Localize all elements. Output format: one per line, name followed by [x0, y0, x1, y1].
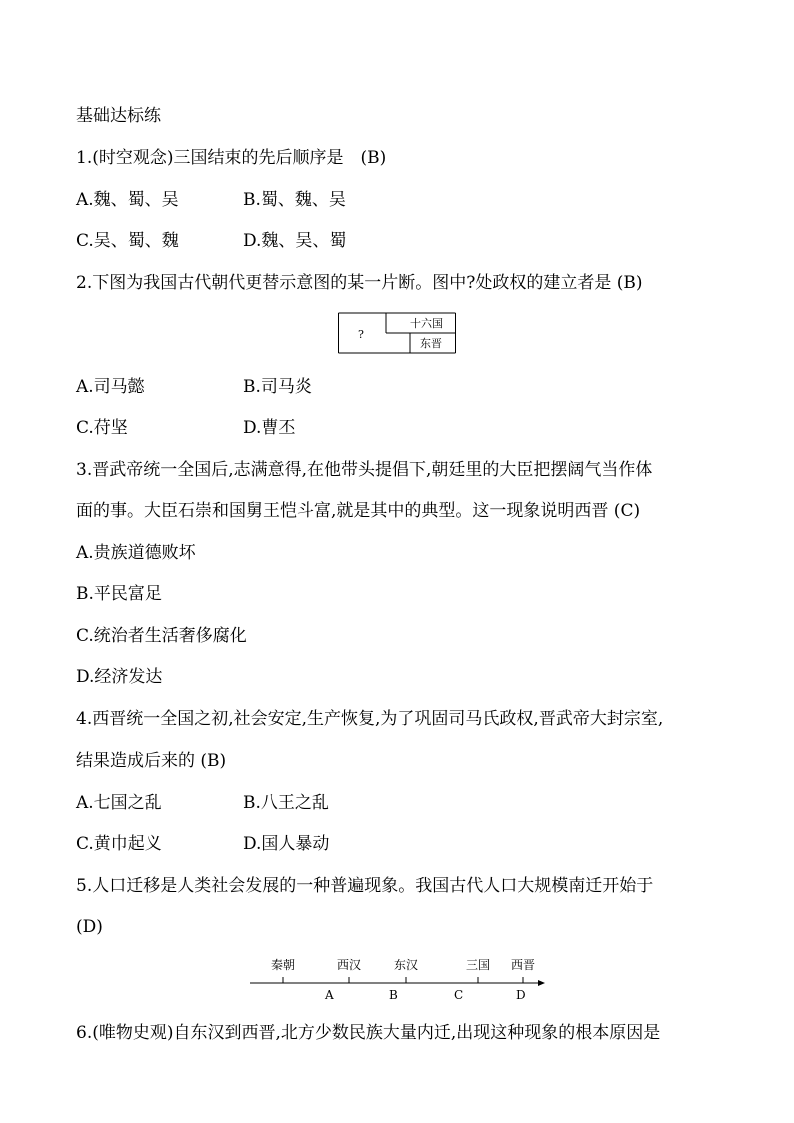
q3-stem-line2: 面的事。大臣石崇和国舅王恺斗富,就是其中的典型。这一现象说明西晋 (C): [76, 501, 641, 521]
timeline-segment-c: C: [454, 988, 464, 1002]
q2-option-b: B.司马炎: [243, 377, 312, 397]
timeline-label-eastern-han: 东汉: [394, 958, 419, 972]
q1-option-a: A.魏、蜀、吴: [76, 190, 179, 210]
timeline-label-three-kingdoms: 三国: [466, 958, 491, 972]
q3-option-b: B.平民富足: [76, 584, 162, 604]
q4-stem-line2: 结果造成后来的 (B): [76, 751, 227, 771]
q6-stem-line1: 6.(唯物史观)自东汉到西晋,北方少数民族大量内迁,出现这种现象的根本原因是: [76, 1023, 661, 1043]
q3-option-d: D.经济发达: [76, 667, 163, 687]
q1-option-c: C.吴、蜀、魏: [76, 231, 179, 251]
q1-option-d: D.魏、吴、蜀: [243, 231, 347, 251]
section-heading: 基础达标练: [76, 106, 161, 126]
q1-stem: 1.(时空观念)三国结束的先后顺序是 (B): [76, 148, 387, 168]
q3-stem-line1: 3.晋武帝统一全国后,志满意得,在他带头提倡下,朝廷里的大臣把摆阔气当作体: [76, 460, 653, 480]
q4-option-a: A.七国之乱: [76, 793, 162, 813]
q4-option-b: B.八王之乱: [243, 793, 329, 813]
q3-option-a: A.贵族道德败坏: [76, 543, 196, 563]
timeline-label-qin: 秦朝: [271, 958, 296, 972]
diagram-sixteen-kingdoms: 十六国: [410, 317, 443, 330]
dynasty-timeline: [248, 955, 548, 1005]
timeline-segment-a: A: [325, 988, 334, 1002]
q2-option-c: C.苻坚: [76, 418, 128, 438]
timeline-label-western-han: 西汉: [337, 958, 362, 972]
q3-option-c: C.统治者生活奢侈腐化: [76, 626, 247, 646]
q4-option-c: C.黄巾起义: [76, 834, 162, 854]
q1-option-b: B.蜀、魏、吴: [243, 190, 346, 210]
timeline-arrow-icon: [538, 980, 545, 986]
timeline-label-western-jin: 西晋: [511, 958, 536, 972]
q5-stem-line2: (D): [76, 917, 103, 937]
q4-option-d: D.国人暴动: [243, 834, 330, 854]
q2-option-a: A.司马懿: [76, 377, 145, 397]
timeline-segment-b: B: [389, 988, 398, 1002]
q2-stem: 2.下图为我国古代朝代更替示意图的某一片断。图中?处政权的建立者是 (B): [76, 273, 643, 293]
diagram-eastern-jin: 东晋: [420, 337, 442, 350]
q5-stem-line1: 5.人口迁移是人类社会发展的一种普遍现象。我国古代人口大规模南迁开始于: [76, 876, 654, 896]
q4-stem-line1: 4.西晋统一全国之初,社会安定,生产恢复,为了巩固司马氏政权,晋武帝大封宗室,: [76, 709, 664, 729]
dynasty-diagram: [338, 312, 456, 354]
q2-option-d: D.曹丕: [243, 418, 296, 438]
diagram-unknown: ?: [358, 328, 364, 341]
timeline-segment-d: D: [516, 988, 526, 1002]
